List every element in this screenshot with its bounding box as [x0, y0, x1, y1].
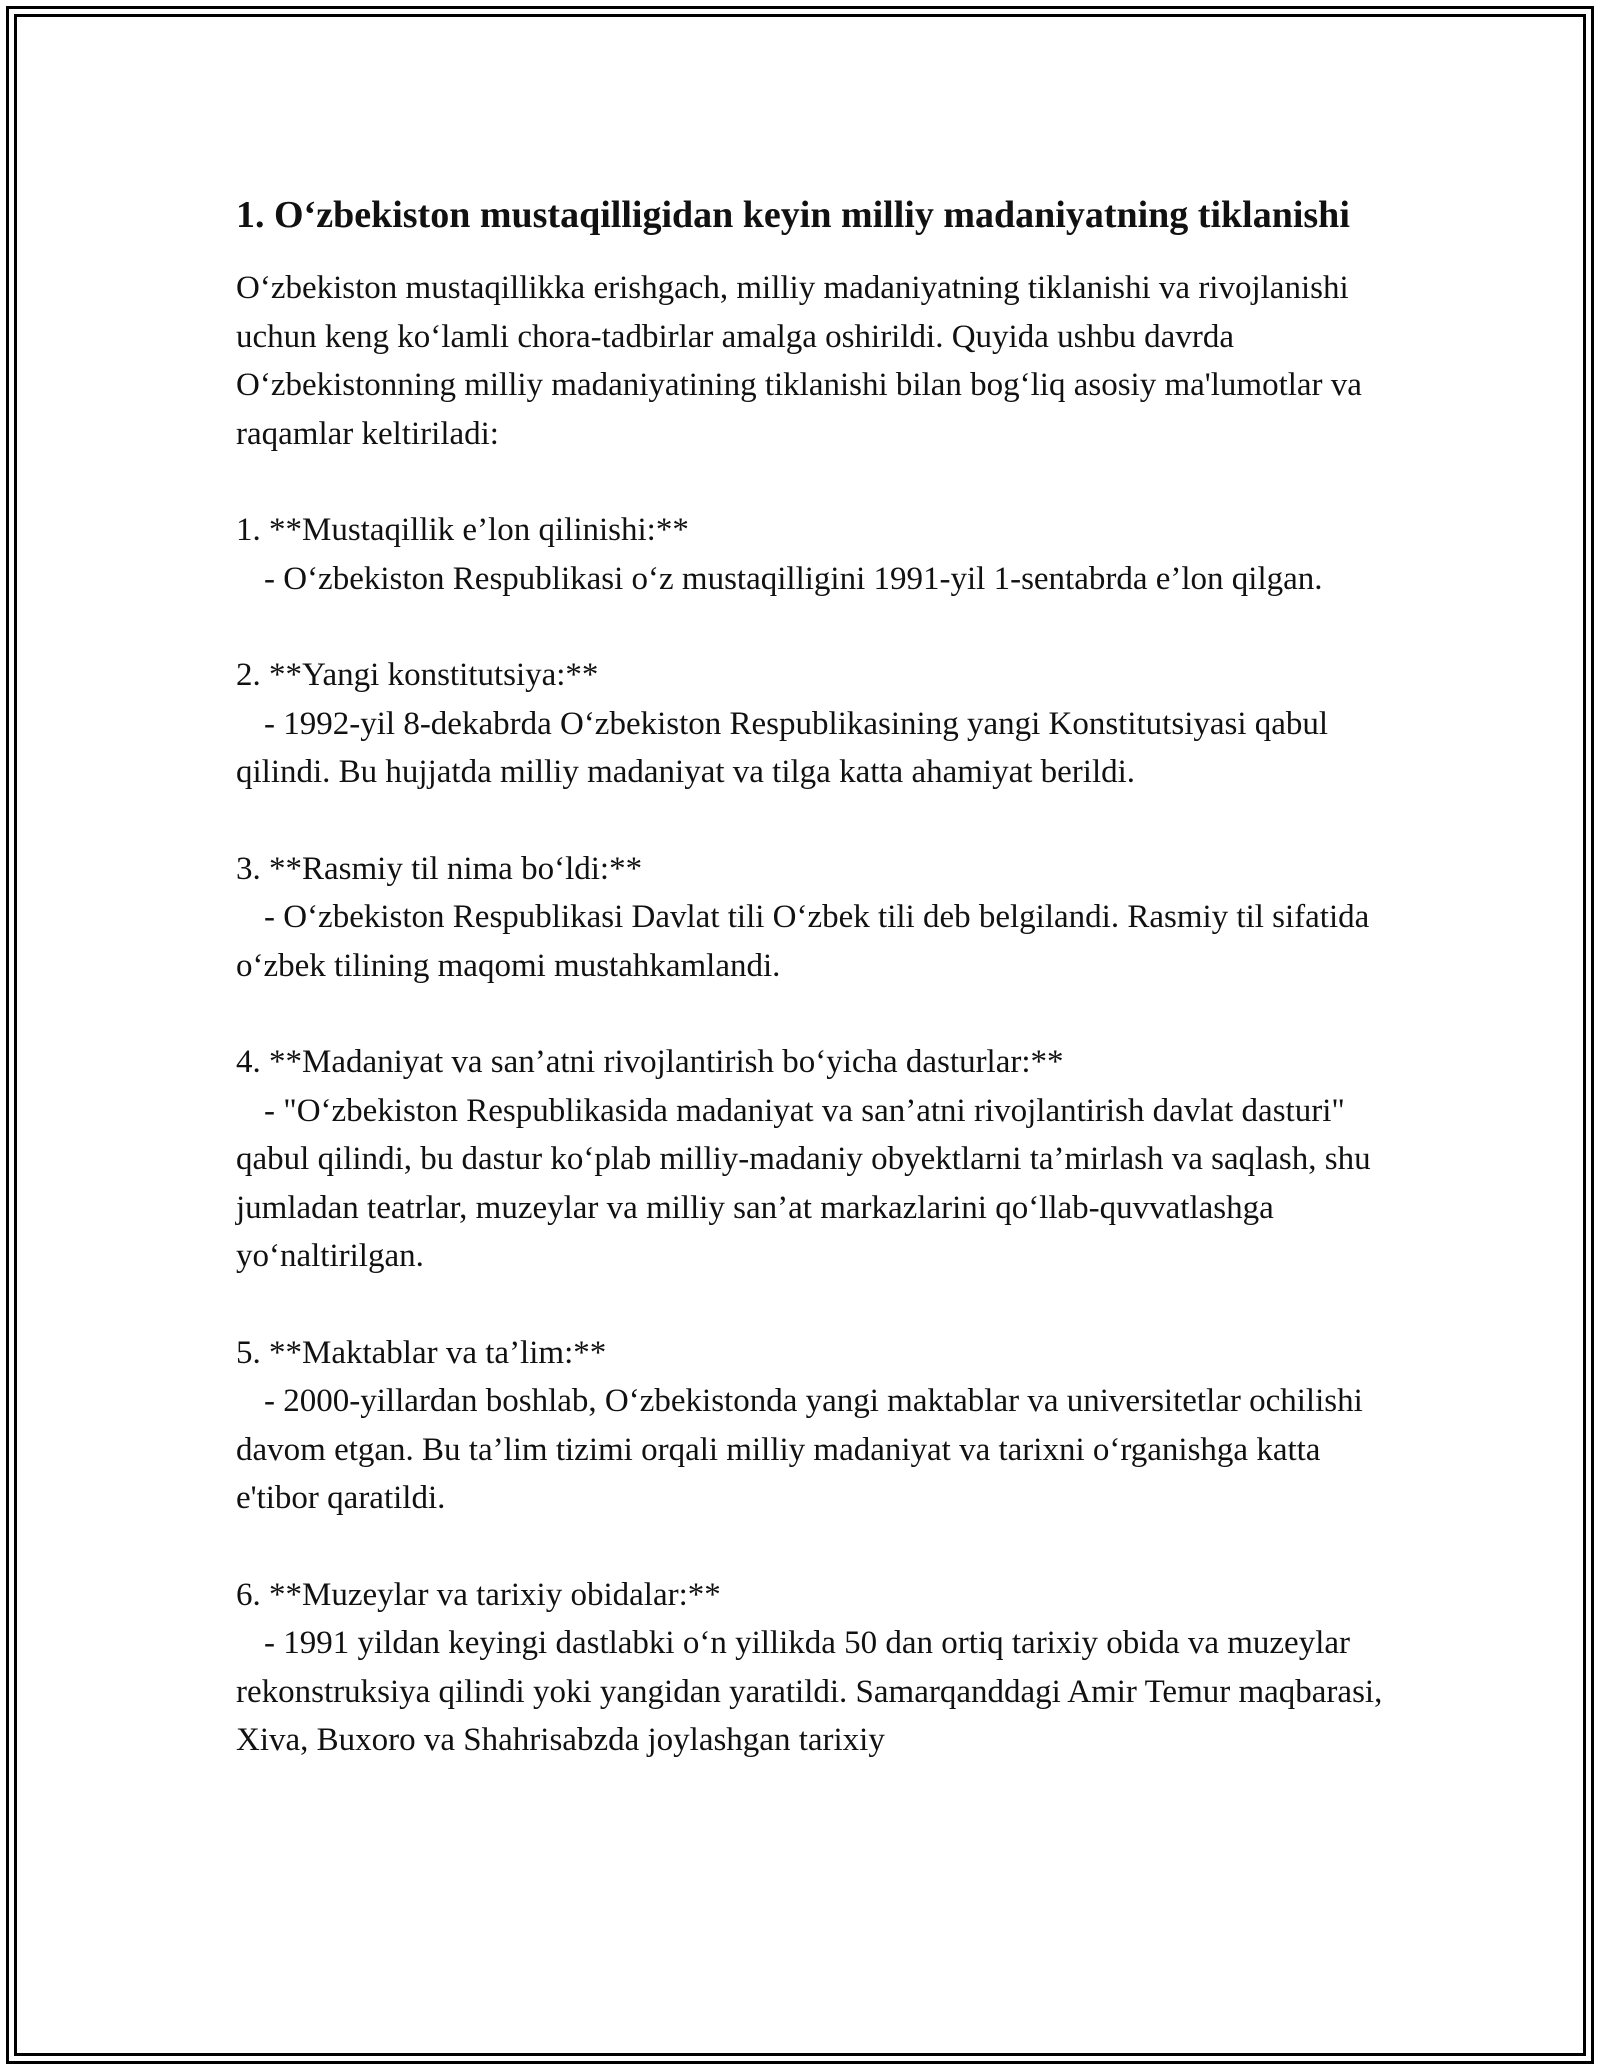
- list-item-body: - O‘zbekiston Respublikasi o‘z mustaqilligini 1991-yil 1-sentabrda e’lon qilgan.: [264, 560, 1323, 597]
- list-item: [236, 1571, 1386, 1765]
- list-item: [236, 845, 1386, 991]
- list-item-body: - 1992-yil 8-dekabrda O‘zbekiston Respublikasining yangi Konstitutsiyasi qabul qilindi. Bu hujjatda milliy madaniyat va tilga katta ahamiyat berildi.: [236, 705, 1329, 790]
- document-body: [236, 188, 1386, 1813]
- list-item: [236, 506, 1386, 603]
- intro-paragraph: O‘zbekiston mustaqillikka erishgach, milliy madaniyatning tiklanishi va rivojlanishi uchun keng ko‘lamli chora-tadbirlar amalga oshirildi. Quyida ushbu davrda O‘zbekistonning milliy madaniyatining tiklanishi bilan bog‘liq asosiy ma'lumotlar va raqamlar keltiriladi:: [236, 270, 1371, 452]
- list-item-heading: 3. **Rasmiy til nima bo‘ldi:**: [236, 850, 643, 887]
- list-item-body: - "O‘zbekiston Respublikasida madaniyat va san’atni rivojlantirish davlat dasturi" qabul qilindi, bu dastur ko‘plab milliy-madaniy obyektlarni ta’mirlash va saqlash, shu jumladan teatrlar, muzeylar va milliy san’at markazlarini qo‘llab-quvvatlashga yo‘naltirilgan.: [236, 1092, 1371, 1274]
- list-item-body: - 2000-yillardan boshlab, O‘zbekistonda yangi maktablar va universitetlar ochilishi davom etgan. Bu ta’lim tizimi orqali milliy madaniyat va tarixni o‘rganishga katta e'tibor qaratildi.: [236, 1383, 1363, 1516]
- document-title: 1. O‘zbekiston mustaqilligidan keyin milliy madaniyatning tiklanishi: [236, 194, 1350, 236]
- list-item-body: - 1991 yildan keyingi dastlabki o‘n yillikda 50 dan ortiq tarixiy obida va muzeylar rekonstruksiya qilindi yoki yangidan yaratildi. Samarqanddagi Amir Temur maqbarasi, Xiva, Buxoro va Shahrisabzda joylashgan tarixiy: [236, 1625, 1383, 1758]
- list-item-heading: 6. **Muzeylar va tarixiy obidalar:**: [236, 1576, 721, 1613]
- list-item-heading: 2. **Yangi konstitutsiya:**: [236, 657, 599, 693]
- list-item: [236, 1038, 1386, 1281]
- list-item: [236, 1329, 1386, 1523]
- list-item-body: - O‘zbekiston Respublikasi Davlat tili O‘zbek tili deb belgilandi. Rasmiy til sifatida o‘zbek tilining maqomi mustahkamlandi.: [236, 899, 1370, 984]
- list-item: [236, 651, 1386, 797]
- list-item-heading: 1. **Mustaqillik e’lon qilinishi:**: [236, 512, 689, 548]
- list-item-heading: 5. **Maktablar va ta’lim:**: [236, 1334, 607, 1371]
- list-item-heading: 4. **Madaniyat va san’atni rivojlantirish bo‘yicha dasturlar:**: [236, 1044, 1064, 1080]
